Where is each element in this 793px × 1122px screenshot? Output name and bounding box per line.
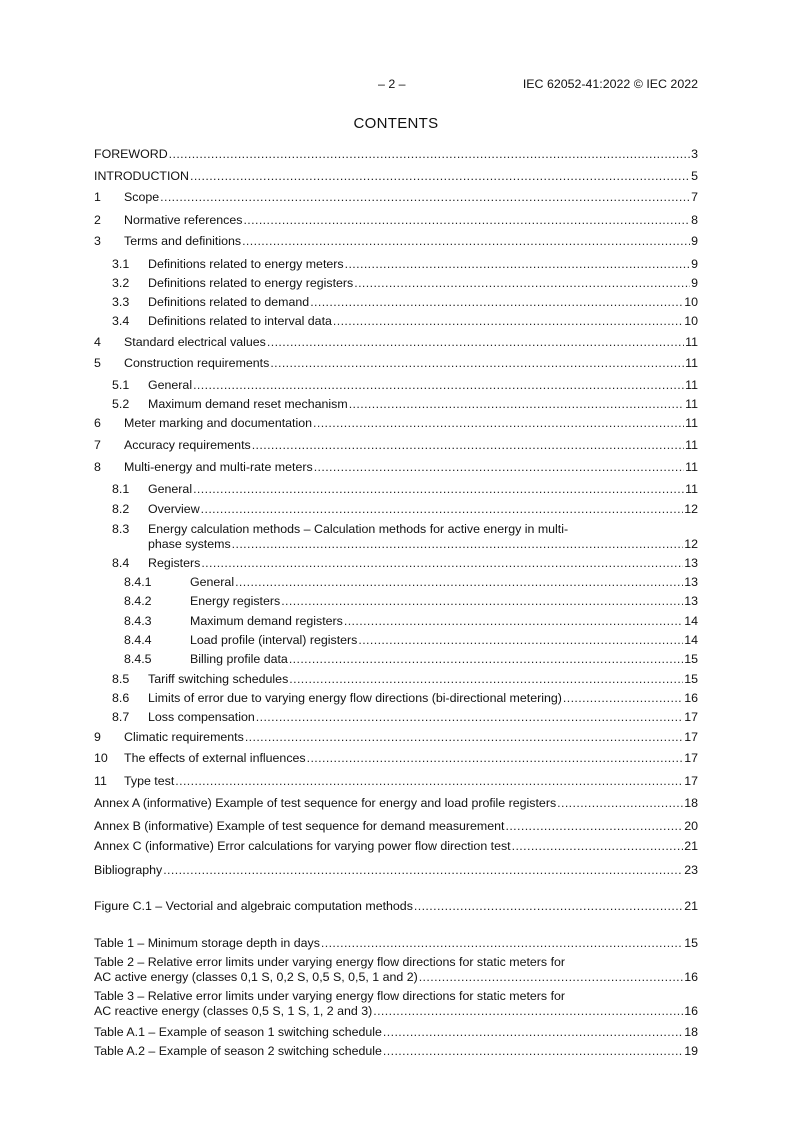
- toc-entry-page: 5: [691, 169, 698, 183]
- toc-entry-page: 9: [691, 234, 698, 248]
- toc-entry[interactable]: [94, 838, 698, 854]
- toc-entry[interactable]: [94, 632, 698, 648]
- toc-entry-number: 8.5: [112, 672, 130, 686]
- table-entry[interactable]: [94, 988, 698, 1004]
- toc-entry-page: 15: [684, 672, 698, 686]
- toc-entry-page: 17: [684, 751, 698, 765]
- toc-entry-number: 8.4.4: [124, 633, 152, 647]
- toc-leader-dots: [314, 459, 684, 475]
- toc-entry-title: Loss compensation: [148, 710, 255, 724]
- toc-leader-dots: [345, 256, 690, 272]
- toc-entry[interactable]: [94, 750, 698, 766]
- table-entry-page: 16: [684, 1004, 698, 1018]
- toc-entry-number: 8.4.2: [124, 594, 152, 608]
- table-leader-dots: [321, 935, 683, 951]
- toc-entry-title: Definitions related to interval data: [148, 314, 332, 328]
- toc-entry[interactable]: [94, 168, 698, 184]
- toc-entry-number: 3.4: [112, 314, 130, 328]
- table-entry-continuation[interactable]: [94, 1003, 698, 1019]
- toc-entry-title: The effects of external influences: [124, 751, 306, 765]
- toc-leader-dots: [358, 632, 683, 648]
- toc-entry-page: 8: [691, 213, 698, 227]
- toc-entry-number: 11: [94, 774, 107, 788]
- toc-entry-title: Overview: [148, 502, 200, 516]
- toc-entry-title: Multi-energy and multi-rate meters: [124, 460, 313, 474]
- toc-entry-page: 13: [684, 575, 698, 589]
- toc-entry-title: Definitions related to demand: [148, 295, 310, 309]
- standard-reference: IEC 62052-41:2022 © IEC 2022: [522, 77, 698, 91]
- toc-entry-title: Limits of error due to varying energy flow directions (bi-directional metering): [148, 691, 562, 705]
- toc-entry-number: 1: [94, 190, 101, 204]
- table-entry-page: 19: [684, 1044, 698, 1058]
- page-title: CONTENTS: [353, 115, 439, 132]
- toc-entry-number: 5.1: [112, 378, 130, 392]
- figure-entry[interactable]: [94, 898, 698, 914]
- toc-entry-title: Load profile (interval) registers: [190, 633, 358, 647]
- toc-entry[interactable]: [94, 795, 698, 811]
- toc-leader-dots: [344, 613, 683, 629]
- toc-entry-title: Annex B (informative) Example of test sequence for demand measurement: [94, 819, 505, 833]
- toc-entry-title: Accuracy requirements: [124, 438, 251, 452]
- toc-entry-number: 2: [94, 213, 101, 227]
- toc-entry-number: 8.6: [112, 691, 130, 705]
- table-entry-title: Table 2 – Relative error limits under varying energy flow directions for static meters for: [94, 955, 566, 969]
- toc-leader-dots: [569, 521, 698, 537]
- toc-entry-title: Energy calculation methods – Calculation methods for active energy in multi-: [148, 522, 569, 536]
- toc-entry-number: 9: [94, 730, 101, 744]
- toc-entry-page: 9: [691, 257, 698, 271]
- table-leader-dots: [419, 969, 683, 985]
- toc-entry-number: 3.2: [112, 276, 130, 290]
- toc-entry-title: Annex C (informative) Error calculations for varying power flow direction test: [94, 839, 511, 853]
- toc-entry-title: General: [148, 378, 193, 392]
- toc-leader-dots: [193, 481, 684, 497]
- toc-leader-dots: [310, 294, 683, 310]
- toc-entry-page: 17: [684, 774, 698, 788]
- toc-leader-dots: [505, 818, 683, 834]
- toc-entry-title: INTRODUCTION: [94, 169, 189, 183]
- toc-entry-page: 12: [684, 502, 698, 516]
- toc-entry[interactable]: [94, 313, 698, 329]
- table-entry[interactable]: [94, 954, 698, 970]
- toc-entry-title: Registers: [148, 556, 201, 570]
- page-number: – 2 –: [378, 77, 406, 91]
- toc-entry-number: 8.7: [112, 710, 130, 724]
- toc-leader-dots: [289, 671, 683, 687]
- toc-entry-page: 11: [685, 438, 698, 452]
- table-entry-title: Table A.2 – Example of season 2 switching schedule: [94, 1044, 382, 1058]
- table-entry-page: 16: [684, 970, 698, 984]
- table-leader-dots: [566, 988, 698, 1004]
- toc-entry[interactable]: [94, 275, 698, 291]
- toc-entry-title: FOREWORD: [94, 147, 168, 161]
- toc-entry-title-continued: phase systems: [148, 537, 231, 551]
- toc-entry-number: 10: [94, 751, 108, 765]
- toc-entry-title: Energy registers: [190, 594, 281, 608]
- table-entry-title: Table A.1 – Example of season 1 switching schedule: [94, 1025, 382, 1039]
- toc-entry-page: 16: [684, 691, 698, 705]
- toc-entry-page: 13: [684, 594, 698, 608]
- toc-entry-number: 8.3: [112, 522, 130, 536]
- toc-entry-page: 10: [684, 314, 698, 328]
- toc-entry-title: Maximum demand registers: [190, 614, 343, 628]
- toc-entry-title: Bibliography: [94, 863, 163, 877]
- toc-entry-page: 17: [684, 730, 698, 744]
- table-entry-page: 18: [684, 1025, 698, 1039]
- toc-entry-number: 8: [94, 460, 101, 474]
- toc-leader-dots: [281, 593, 683, 609]
- toc-entry-page: 17: [684, 710, 698, 724]
- toc-entry[interactable]: [94, 256, 698, 272]
- toc-leader-dots: [235, 574, 683, 590]
- toc-entry[interactable]: [94, 459, 698, 475]
- toc-entry[interactable]: [94, 415, 698, 431]
- toc-entry-title: Construction requirements: [124, 356, 270, 370]
- toc-entry[interactable]: [94, 146, 698, 162]
- toc-entry[interactable]: [94, 294, 698, 310]
- toc-entry-page: 11: [685, 482, 698, 496]
- toc-entry-page: 9: [691, 276, 698, 290]
- toc-entry-number: 3.3: [112, 295, 130, 309]
- figure-entry-title: Figure C.1 – Vectorial and algebraic computation methods: [94, 899, 413, 913]
- toc-entry[interactable]: [94, 377, 698, 393]
- table-entry[interactable]: [94, 1043, 698, 1059]
- toc-entry[interactable]: [94, 690, 698, 706]
- toc-entry-page: 3: [691, 147, 698, 161]
- toc-entry-title: Annex A (informative) Example of test sequence for energy and load profile registers: [94, 796, 557, 810]
- table-leader-dots: [566, 954, 698, 970]
- toc-entry[interactable]: [94, 773, 698, 789]
- toc-leader-dots: [349, 396, 684, 412]
- toc-leader-dots: [175, 773, 683, 789]
- toc-leader-dots: [256, 709, 683, 725]
- toc-entry[interactable]: [94, 481, 698, 497]
- table-entry-title-continued: AC active energy (classes 0,1 S, 0,2 S, 0,5 S, 0,5, 1 and 2): [94, 970, 418, 984]
- toc-leader-dots: [252, 437, 684, 453]
- table-leader-dots: [373, 1003, 683, 1019]
- table-leader-dots: [383, 1024, 683, 1040]
- toc-entry-page: 15: [684, 652, 698, 666]
- toc-entry[interactable]: [94, 212, 698, 228]
- toc-entry-page: 14: [684, 633, 698, 647]
- toc-entry-page: 11: [685, 397, 698, 411]
- toc-entry-number: 8.4.5: [124, 652, 152, 666]
- toc-entry[interactable]: [94, 501, 698, 517]
- toc-entry-page: 20: [684, 819, 698, 833]
- toc-leader-dots: [190, 168, 690, 184]
- toc-entry-title: Billing profile data: [190, 652, 288, 666]
- toc-leader-dots: [563, 690, 683, 706]
- table-entry[interactable]: [94, 1024, 698, 1040]
- toc-entry[interactable]: [94, 574, 698, 590]
- toc-entry[interactable]: [94, 613, 698, 629]
- table-entry[interactable]: [94, 935, 698, 951]
- toc-entry[interactable]: [94, 521, 698, 537]
- table-leader-dots: [383, 1043, 683, 1059]
- toc-entry[interactable]: [94, 555, 698, 571]
- toc-entry[interactable]: [94, 437, 698, 453]
- toc-entry-title: Scope: [124, 190, 160, 204]
- toc-entry[interactable]: [94, 862, 698, 878]
- toc-entry-page: 7: [691, 190, 698, 204]
- toc-entry-page: 10: [684, 295, 698, 309]
- toc-leader-dots: [160, 189, 690, 205]
- table-entry-title: Table 3 – Relative error limits under varying energy flow directions for static meters for: [94, 989, 566, 1003]
- toc-entry-title: Definitions related to energy registers: [148, 276, 354, 290]
- toc-entry[interactable]: [94, 818, 698, 834]
- toc-entry-page: 11: [685, 335, 698, 349]
- toc-entry-page: 18: [684, 796, 698, 810]
- toc-entry-page: 11: [685, 378, 698, 392]
- toc-entry-title: Maximum demand reset mechanism: [148, 397, 348, 411]
- toc-entry[interactable]: [94, 189, 698, 205]
- toc-entry-title: General: [148, 482, 193, 496]
- toc-entry-title: Type test: [124, 774, 175, 788]
- toc-leader-dots: [313, 415, 684, 431]
- toc-leader-dots: [201, 501, 684, 517]
- toc-leader-dots: [242, 233, 690, 249]
- toc-entry-title: General: [190, 575, 235, 589]
- table-entry-title: Table 1 – Minimum storage depth in days: [94, 936, 320, 950]
- toc-entry-number: 8.1: [112, 482, 130, 496]
- toc-leader-dots: [354, 275, 690, 291]
- toc-entry[interactable]: [94, 233, 698, 249]
- toc-entry-title: Meter marking and documentation: [124, 416, 313, 430]
- toc-entry[interactable]: [94, 709, 698, 725]
- figure-entry-page: 21: [684, 899, 698, 913]
- toc-entry-number: 8.4.1: [124, 575, 152, 589]
- toc-leader-dots: [243, 212, 690, 228]
- toc-entry-number: 5: [94, 356, 101, 370]
- toc-entry-title: Definitions related to energy meters: [148, 257, 344, 271]
- toc-entry-title: Normative references: [124, 213, 243, 227]
- toc-entry-title: Tariff switching schedules: [148, 672, 289, 686]
- toc-leader-dots: [169, 146, 690, 162]
- toc-entry[interactable]: [94, 334, 698, 350]
- toc-leader-dots: [270, 355, 684, 371]
- toc-entry-number: 3: [94, 234, 101, 248]
- toc-entry[interactable]: [94, 593, 698, 609]
- toc-leader-dots: [267, 334, 684, 350]
- toc-leader-dots: [512, 838, 684, 854]
- toc-leader-dots: [232, 536, 684, 552]
- toc-leader-dots: [245, 729, 683, 745]
- toc-entry-page: 23: [684, 863, 698, 877]
- toc-entry-number: 6: [94, 416, 101, 430]
- toc-leader-dots: [307, 750, 684, 766]
- toc-leader-dots: [193, 377, 684, 393]
- toc-entry-continuation[interactable]: [94, 536, 698, 552]
- toc-entry-page: 12: [684, 537, 698, 551]
- page-header: [94, 76, 698, 92]
- toc-entry-page: 11: [685, 416, 698, 430]
- table-entry-title-continued: AC reactive energy (classes 0,5 S, 1 S, 1, 2 and 3): [94, 1004, 373, 1018]
- toc-entry-title: Terms and definitions: [124, 234, 242, 248]
- toc-entry[interactable]: [94, 396, 698, 412]
- toc-entry-number: 7: [94, 438, 101, 452]
- toc-entry-number: 8.2: [112, 502, 130, 516]
- table-entry-continuation[interactable]: [94, 969, 698, 985]
- toc-entry[interactable]: [94, 355, 698, 371]
- toc-leader-dots: [289, 651, 683, 667]
- table-entry-page: 15: [684, 936, 698, 950]
- toc-entry-number: 8.4.3: [124, 614, 152, 628]
- toc-entry-page: 21: [684, 839, 698, 853]
- toc-leader-dots: [201, 555, 683, 571]
- toc-entry-title: Climatic requirements: [124, 730, 244, 744]
- toc-entry[interactable]: [94, 651, 698, 667]
- toc-leader-dots: [163, 862, 683, 878]
- toc-entry-page: 11: [685, 460, 698, 474]
- toc-entry[interactable]: [94, 671, 698, 687]
- toc-entry-number: 3.1: [112, 257, 130, 271]
- figure-leader-dots: [414, 898, 683, 914]
- toc-entry-title: Standard electrical values: [124, 335, 266, 349]
- toc-entry[interactable]: [94, 729, 698, 745]
- toc-entry-number: 8.4: [112, 556, 130, 570]
- toc-entry-page: 14: [684, 614, 698, 628]
- toc-leader-dots: [557, 795, 683, 811]
- toc-entry-page: 13: [684, 556, 698, 570]
- toc-entry-number: 5.2: [112, 397, 130, 411]
- toc-entry-page: 11: [685, 356, 698, 370]
- toc-entry-number: 4: [94, 335, 101, 349]
- toc-leader-dots: [333, 313, 683, 329]
